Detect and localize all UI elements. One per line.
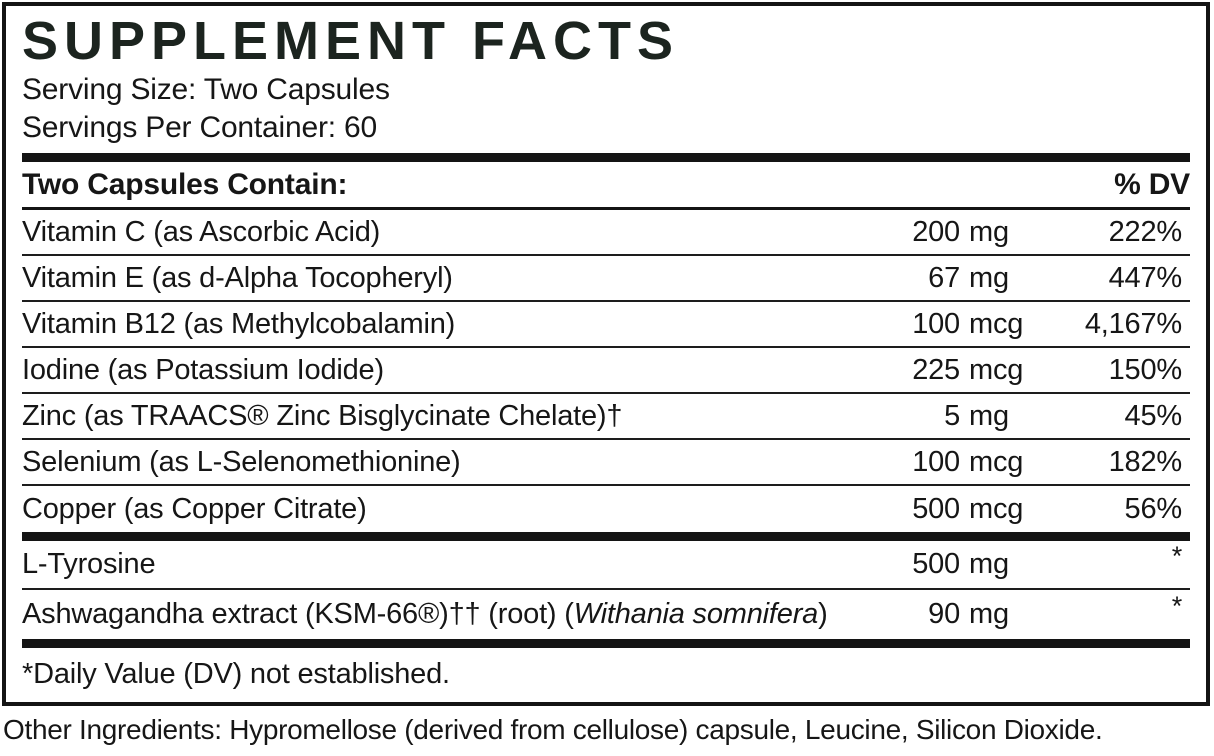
panel-title: SUPPLEMENT FACTS [22,11,680,71]
nutrient-dv: 45% [1124,399,1182,432]
nutrient-dv: 150% [1108,353,1182,386]
dv-footnote [22,648,1190,700]
nutrient-row-vitamin-e [22,256,1190,302]
supplement-facts-panel [2,2,1210,706]
nutrient-unit: mg [969,598,1009,630]
nutrient-name: Ashwagandha extract (KSM-66®)†† (root) (Withania somnifera) [22,598,828,630]
nutrient-dv: 182% [1108,445,1182,478]
nutrient-amount: 500 [912,548,960,580]
nutrient-row-vitamin-b12 [22,302,1190,348]
nutrient-name: Selenium (as L-Selenomethionine) [22,445,461,478]
serving-size: Serving Size: Two Capsules [22,73,390,106]
nutrient-dv [1044,591,1190,631]
nutrient-name: L-Tyrosine [22,548,156,580]
nutrient-dv: 447% [1108,261,1182,294]
nutrient-amount: 100 [912,307,960,340]
column-header-contains: Two Capsules Contain: [22,167,348,201]
nutrient-row-copper [22,486,1190,532]
nutrient-unit: mg [969,399,1009,432]
nutrient-unit: mg [969,215,1009,248]
nutrient-name: Zinc (as TRAACS® Zinc Bisglycinate Chelate)† [22,399,623,432]
nutrient-amount: 100 [912,445,960,478]
nutrient-dv [1044,541,1190,581]
nutrient-name: Iodine (as Potassium Iodide) [22,353,384,386]
nutrient-row-l-tyrosine [22,541,1190,590]
nutrient-amount: 500 [912,492,960,525]
asterisk: * [1171,591,1182,621]
nutrient-dv: 56% [1124,492,1182,525]
nutrient-amount: 200 [912,215,960,248]
nutrient-dv: 222% [1108,215,1182,248]
asterisk: * [1171,541,1182,571]
thick-divider-bottom [22,639,1190,648]
botanical-name: Withania somnifera [573,598,819,630]
other-ingredients: Other Ingredients: Hypromellose (derived from cellulose) capsule, Leucine, Silicon Dioxide. [3,714,1103,745]
column-header-dv: % DV [1114,167,1190,201]
nutrient-unit: mg [969,548,1009,580]
table-header-row [22,162,1190,210]
nutrient-row-selenium [22,440,1190,486]
nutrient-row-ashwagandha [22,590,1190,639]
thick-divider-middle [22,532,1190,541]
nutrient-unit: mg [969,261,1009,294]
nutrient-dv: 4,167% [1084,307,1182,340]
nutrient-amount: 67 [928,261,960,294]
nutrient-row-vitamin-c [22,210,1190,256]
nutrient-row-zinc [22,394,1190,440]
nutrient-unit: mcg [969,353,1024,386]
nutrient-name: Copper (as Copper Citrate) [22,492,367,525]
nutrient-unit: mcg [969,492,1024,525]
nutrient-unit: mcg [969,307,1024,340]
nutrient-name: Vitamin C (as Ascorbic Acid) [22,215,381,248]
thick-divider-top [22,153,1190,162]
nutrient-name: Vitamin B12 (as Methylcobalamin) [22,307,456,340]
nutrient-amount: 5 [944,399,960,432]
nutrient-amount: 225 [912,353,960,386]
dv-footnote-text: *Daily Value (DV) not established. [22,657,450,690]
nutrient-name: Vitamin E (as d-Alpha Tocopheryl) [22,261,453,294]
servings-per-container: Servings Per Container: 60 [22,111,377,144]
nutrient-amount: 90 [928,598,960,630]
nutrient-row-iodine [22,348,1190,394]
nutrient-unit: mcg [969,445,1024,478]
